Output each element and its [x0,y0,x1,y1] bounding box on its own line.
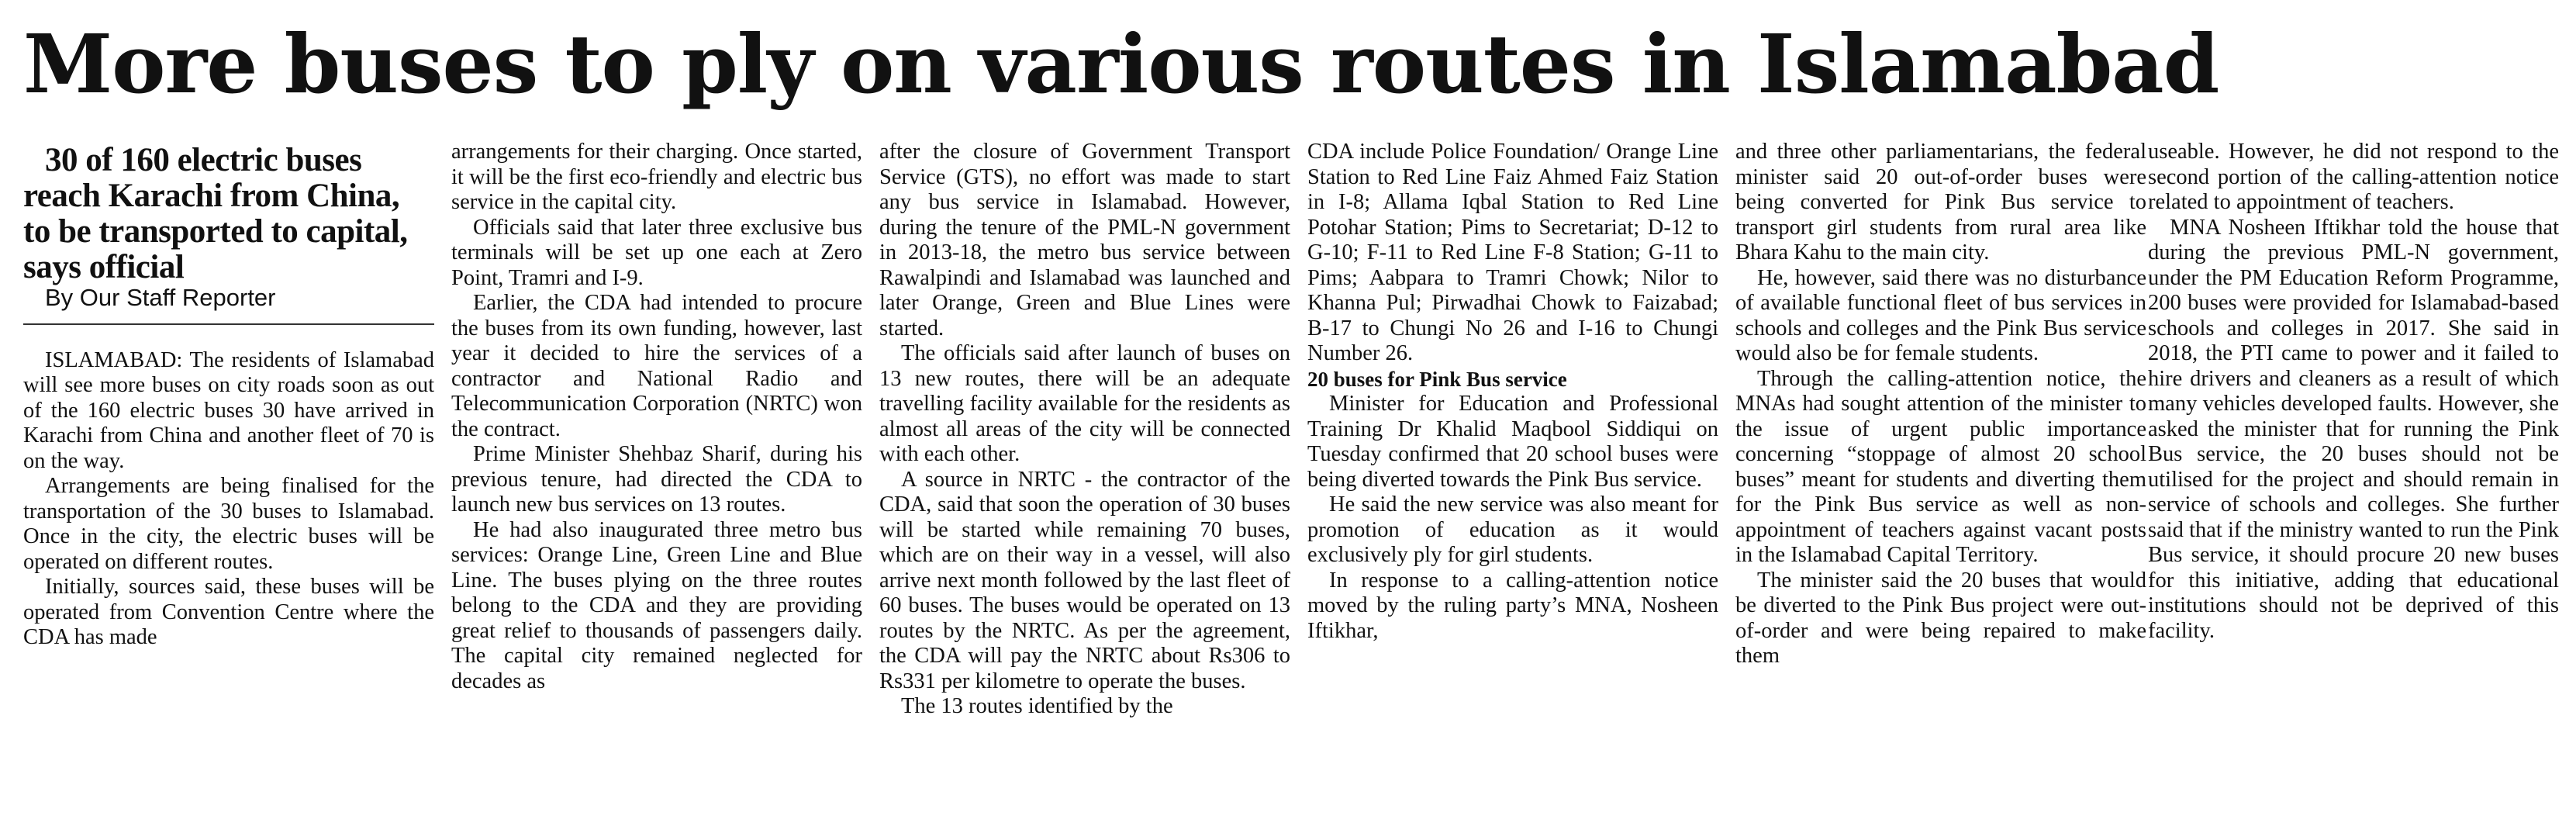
paragraph: CDA include Police Foundation/ Orange Line Station to Red Line Faiz Ahmed Faiz Station in I-8; Allama Iqbal Station to Red Line Potohar Station; Pims to Secretariat; D-12 to G-10; F-11 to Red Line F-8 Station; G-11 to Pims; Aabpara to Tramri Chowk; Nilor to Khanna Pul; Pirwadhai Chowk to Faizabad; B-17 to Chungi No 26 and I-16 to Chungi Number 26. [1307,140,1718,365]
paragraph: He, however, said there was no disturbance of available functional fleet of bus services in schools and colleges and the Pink Bus service would also be for female students. [1735,265,2146,365]
column-5 [1735,140,2146,816]
paragraph: ISLAMABAD: The residents of Islamabad will see more buses on city roads soon as out of the 160 electric buses 30 have arrived in Karachi from China and another fleet of 70 is on the way. [23,347,434,473]
paragraph: Officials said that later three exclusive bus terminals will be set up one each at Zero Point, Tramri and I-9. [451,215,862,290]
paragraph: Minister for Education and Professional Training Dr Khalid Maqbool Siddiqui on Tuesday confirmed that 20 school buses were being diverted towards the Pink Bus service. [1307,392,1718,492]
paragraph: useable. However, he did not respond to the second portion of the calling-attention notice related to appointment of teachers. [2148,140,2559,214]
deck: 30 of 160 electric buses reach Karachi from China, to be transported to capital, says official [23,143,408,285]
byline: By Our Staff Reporter [23,285,434,325]
column-2 [451,140,862,816]
paragraph: The officials said after launch of buses on 13 new routes, there will be an adequate travelling facility available for the residents as almost all areas of the city will be connected with each other. [879,341,1290,466]
paragraph: In response to a calling-attention notice moved by the ruling party’s MNA, Nosheen Iftikhar, [1307,568,1718,643]
paragraph: He had also inaugurated three metro bus services: Orange Line, Green Line and Blue Line. The buses plying on the three routes belong to the CDA and they are providing great relief to thousands of passengers daily. The capital city remained neglected for decades as [451,517,862,693]
paragraph: Through the calling-attention notice, the MNAs had sought attention of the minister to the issue of urgent public importance concerning “stoppage of almost 20 school buses” meant for students and diverting them for the Pink Bus service as well as non-appointment of teachers against vacant posts in the Islamabad Capital Territory. [1735,366,2146,567]
paragraph: The minister said the 20 buses that would be diverted to the Pink Bus project were out-of-order and were being repaired to make them [1735,568,2146,668]
paragraph: A source in NRTC - the contractor of the CDA, said that soon the operation of 30 buses will be started while remaining 70 buses, which are on their way in a vessel, will also arrive next month followed by the last fleet of 60 buses. The buses would be operated on 13 routes by the NRTC. As per the agreement, the CDA will pay the NRTC about Rs306 to Rs331 per kilometre to operate the buses. [879,467,1290,693]
paragraph: after the closure of Government Transport Service (GTS), no effort was made to start any bus service in Islamabad. However, during the tenure of the PML-N government in 2013-18, the metro bus service between Rawalpindi and Islamabad was launched and later Orange, Green and Blue Lines were started. [879,140,1290,340]
paragraph: The 13 routes identified by the [901,694,1173,718]
paragraph: Earlier, the CDA had intended to procure the buses from its own funding, however, last year it decided to hire the services of a contractor and National Radio and Telecommunication Corporation (NRTC) won the contract. [451,291,862,441]
paragraph: Arrangements are being finalised for the transportation of the 30 buses to Islamabad. Once in the city, the electric buses will be operated on different routes. [23,474,434,574]
paragraph: Prime Minister Shehbaz Sharif, during his previous tenure, had directed the CDA to launch new bus services on 13 routes. [451,442,862,517]
column-4 [1307,140,1718,816]
column-6 [2148,140,2559,816]
column-3 [879,140,1290,816]
paragraph: and three other parliamentarians, the federal minister said 20 out-of-order buses were being converted for Pink Bus service to transport girl students from rural area like Bhara Kahu to the main city. [1735,140,2146,264]
paragraph: He said the new service was also meant for promotion of education as it would exclusively ply for girl students. [1307,492,1718,567]
headline: More buses to ply on various routes in Islamabad [23,16,2219,112]
subheading: 20 buses for Pink Bus service [1307,367,1567,391]
column-1 [23,143,434,819]
paragraph: arrangements for their charging. Once started, it will be the first eco-friendly and electric bus service in the capital city. [451,140,862,214]
paragraph: Initially, sources said, these buses will be operated from Convention Centre where the CDA has made [23,575,434,649]
paragraph: MNA Nosheen Iftikhar told the house that during the previous PML-N government, under the PM Education Reform Programme, 200 buses were provided for Islamabad-based schools and colleges in 2017. She said in 2018, the PTI came to power and it failed to hire drivers and cleaners as a result of which many vehicles developed faults. However, she asked the minister that for running the Pink Bus service, the 20 buses should not be utilised for the project and should remain in service of schools and colleges. She further said that if the ministry wanted to run the Pink Bus service, it should procure 20 new buses for this initiative, adding that educational institutions should not be deprived of this facility. [2148,215,2559,643]
